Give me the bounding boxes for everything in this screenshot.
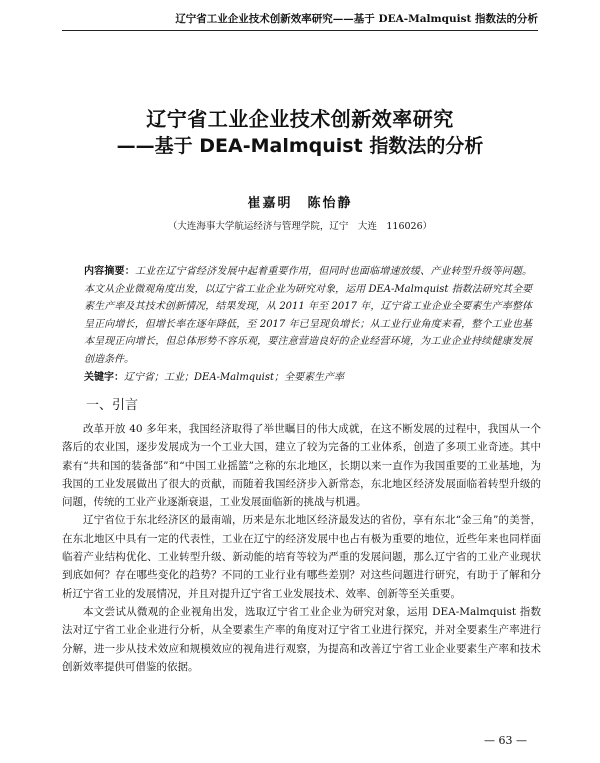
body-paragraph: 改革开放 40 多年来，我国经济取得了举世瞩目的伟大成就，在这不断发展的过程中，我国从一个落后的农业国，逐步发展成为一个工业大国，建立了较为完备的工业体系，创造了多项工业奇迹。其中素有“共和国的装备部”和“中国工业摇篮”之称的东北地区，长期以来一直作为我国重要的工业基地，为我国的工业发展做出了很大的贡献，而随着我国经济步入新常态，东北地区经济发展面临着转型升级的问题，传统的工业产业逐渐衰退，工业发展面临新的挑战与机遇。 [62,423,541,509]
author-affiliation: （大连海事大学航运经济与管理学院，辽宁 大连 116026） [167,221,433,232]
abstract [84,263,532,368]
keywords-text: 辽宁省；工业；DEA-Malmquist；全要素生产率 [124,372,344,383]
keywords [84,369,532,386]
author-names: 崔嘉明 陈怡静 [247,196,353,211]
body-paragraph: 本文尝试从微观的企业视角出发，选取辽宁省工业企业为研究对象，运用 DEA-Malmquist 指数法对辽宁省工业企业进行分析，从全要素生产率的角度对辽宁省工业进行探究，并对全要素生产率进行分解，进一步从技术效应和规模效应的视角进行观察，为提高和改善辽宁省工业企业要素生产率和技术创新效率提供可借鉴的依据。 [62,605,541,673]
article-title-main: 辽宁省工业企业技术创新效率研究 [146,107,454,131]
keywords-label: 关键字： [84,372,124,383]
running-header: 辽宁省工业企业技术创新效率研究——基于 DEA-Malmquist 指数法的分析 [62,8,538,31]
abstract-label: 内容摘要： [84,266,135,277]
section-heading-introduction: 一、引言 [86,398,139,413]
body-paragraph: 辽宁省位于东北经济区的最南端，历来是东北地区经济最发达的省份，享有东北“金三角”的美誉，在东北地区中具有一定的代表性，工业在辽宁的经济发展中也占有极为重要的地位，近些年来也同样面临着产业结构优化、工业转型升级、新动能的培育等较为严重的发展问题，那么辽宁省的工业产业现状到底如何？存在哪些变化的趋势？不同的工业行业有哪些差别？对这些问题进行研究，有助于了解和分析辽宁省工业的发展情况，并且对提升辽宁省工业发展技术、效率、创新等至关重要。 [62,514,541,600]
page-number: — 63 — [484,734,527,747]
introduction-body [62,420,541,676]
abstract-text: 工业在辽宁省经济发展中起着重要作用，但同时也面临增速放缓、产业转型升级等问题。本文从企业微观角度出发，以辽宁省工业企业为研究对象，运用 DEA-Malmquist 指数法研究其全要素生产率及其技术创新情况，结果发现，从 2011 年至 2017 年，辽宁省工业企业全要素生产率整体呈正向增长，但增长率在逐年降低，至 2017 年已呈现负增长；从工业行业角度来看，整个工业也基本呈现正向增长，但总体形势不容乐观，要注意营造良好的企业经营环境，为工业企业持续健康发展创造条件。 [84,266,533,365]
article-title-subtitle: ——基于 DEA-Malmquist 指数法的分析 [116,135,484,157]
